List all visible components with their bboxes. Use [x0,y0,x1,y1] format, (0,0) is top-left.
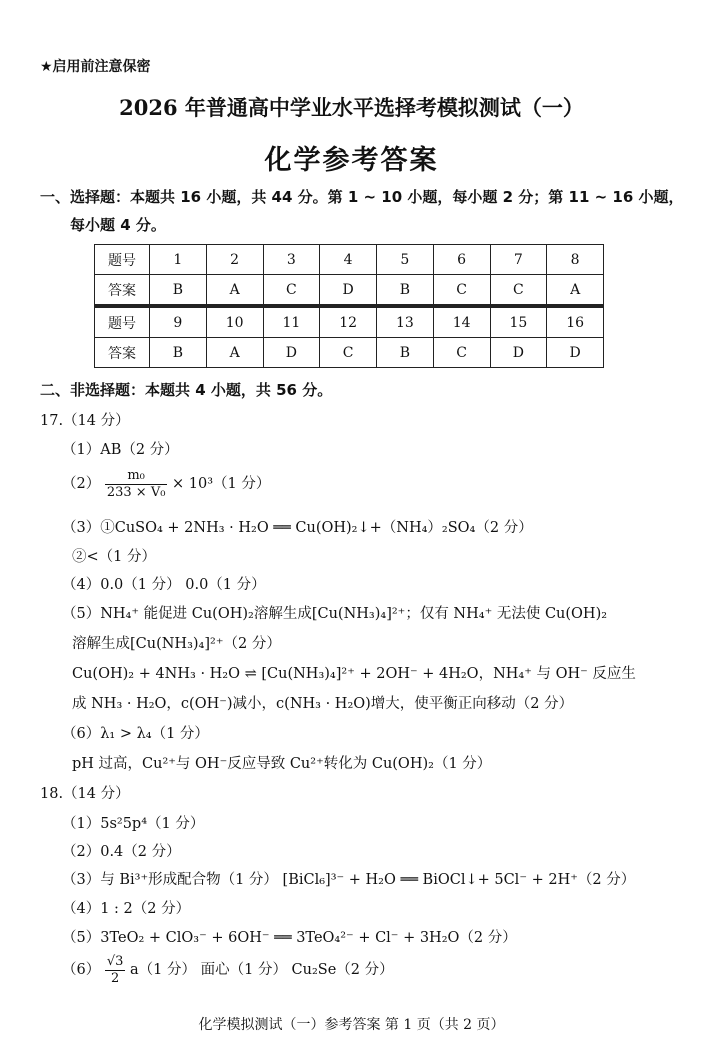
q17-head: 17.（14 分） [40,413,130,429]
answer-cell: C [433,275,490,306]
q18-part1: （1）5s²5p⁴（1 分） [62,816,205,832]
q17-part3b: ②<（1 分） [72,549,156,565]
answer-cell: C [433,338,490,368]
page-footer: 化学模拟测试（一）参考答案 第 1 页（共 2 页） [198,1017,505,1033]
q18-part6 [62,954,394,986]
question-number: 10 [206,307,263,338]
q18-part4: （4）1 : 2（2 分） [62,901,191,917]
answer-cell: C [320,338,377,368]
q17-part2-suffix: × 10³（1 分） [172,476,271,493]
answer-cell: C [263,275,320,306]
fraction-denominator: 2 [110,970,120,986]
q17-part2 [62,468,270,500]
q18-part5: （5）3TeO₂ + ClO₃⁻ + 6OH⁻ ══ 3TeO₄²⁻ + Cl⁻ + 3H₂O（2 分） [62,930,517,946]
question-number: 8 [547,245,604,275]
q17-part5c: Cu(OH)₂ + 4NH₃ · H₂O ⇌ [Cu(NH₃)₄]²⁺ + 2OH⁻ + 4H₂O，NH₄⁺ 与 OH⁻ 反应生 [72,666,636,682]
answer-cell: D [547,338,604,368]
row-label: 题号 [95,307,150,338]
answer-cell: D [263,338,320,368]
q17-part6b: pH 过高，Cu²⁺与 OH⁻反应导致 Cu²⁺转化为 Cu(OH)₂（1 分） [72,756,492,772]
question-number: 1 [150,245,207,275]
answer-cell: D [490,338,547,368]
q17-part6a: （6）λ₁ > λ₄（1 分） [62,726,209,742]
q18-part6-prefix: （6） [62,962,101,979]
q17-part5b: 溶解生成[Cu(NH₃)₄]²⁺（2 分） [72,636,281,652]
answer-table-1 [94,244,604,306]
answer-cell: A [206,275,263,306]
table-row [95,338,604,368]
row-label: 题号 [95,245,150,275]
q18-part3: （3）与 Bi³⁺形成配合物（1 分） [BiCl₆]³⁻ + H₂O ══ BiOCl↓+ 5Cl⁻ + 2H⁺（2 分） [62,872,636,888]
q17-part3a: （3）①CuSO₄ + 2NH₃ · H₂O ══ Cu(OH)₂↓+（NH₄）₂SO₄（2 分） [62,520,533,536]
exam-title: 2026 年普通高中学业水平选择考模拟测试（一） [119,95,584,120]
q18-part6-suffix: a（1 分） 面心（1 分） Cu₂Se（2 分） [130,962,394,979]
q17-part4: （4）0.0（1 分） 0.0（1 分） [62,577,266,593]
answer-cell: D [320,275,377,306]
answer-cell: B [150,338,207,368]
section1-line2: 每小题 4 分。 [70,216,166,234]
q17-part5d: 成 NH₃ · H₂O，c(OH⁻)减小，c(NH₃ · H₂O)增大，使平衡正向移动（2 分） [72,696,574,712]
answer-cell: B [150,275,207,306]
question-number: 12 [320,307,377,338]
row-label: 答案 [95,275,150,306]
q17-part1: （1）AB（2 分） [62,442,179,458]
question-number: 14 [433,307,490,338]
q18-fraction [105,954,126,986]
question-number: 16 [547,307,604,338]
answer-table-2 [94,306,604,368]
answer-cell: A [547,275,604,306]
row-label: 答案 [95,338,150,368]
fraction-denominator: 233 × V₀ [106,484,166,500]
q17-part2-prefix: （2） [62,476,101,493]
q18-part2: （2）0.4（2 分） [62,844,181,860]
question-number: 4 [320,245,377,275]
question-number: 3 [263,245,320,275]
section1-line1: 一、选择题：本题共 16 小题，共 44 分。第 1 ~ 10 小题，每小题 2 分；第 11 ~ 16 小题， [40,188,684,206]
fraction-numerator: √3 [106,954,124,969]
q17-part5a: （5）NH₄⁺ 能促进 Cu(OH)₂溶解生成[Cu(NH₃)₄]²⁺；仅有 NH₄⁺ 无法使 Cu(OH)₂ [62,606,608,622]
question-number: 11 [263,307,320,338]
q17-fraction [105,468,168,500]
question-number: 9 [150,307,207,338]
question-number: 2 [206,245,263,275]
confidential-mark: ★启用前注意保密 [40,59,151,75]
question-number: 5 [377,245,434,275]
question-number: 15 [490,307,547,338]
question-number: 6 [433,245,490,275]
section2-heading: 二、非选择题：本题共 4 小题，共 56 分。 [40,381,333,399]
table-row [95,245,604,275]
table-row [95,307,604,338]
table-row [95,275,604,306]
answer-cell: C [490,275,547,306]
question-number: 13 [377,307,434,338]
answer-cell: A [206,338,263,368]
doc-title: 化学参考答案 [264,145,439,176]
q18-head: 18.（14 分） [40,786,130,802]
question-number: 7 [490,245,547,275]
fraction-numerator: m₀ [105,468,168,485]
answer-cell: B [377,338,434,368]
answer-cell: B [377,275,434,306]
